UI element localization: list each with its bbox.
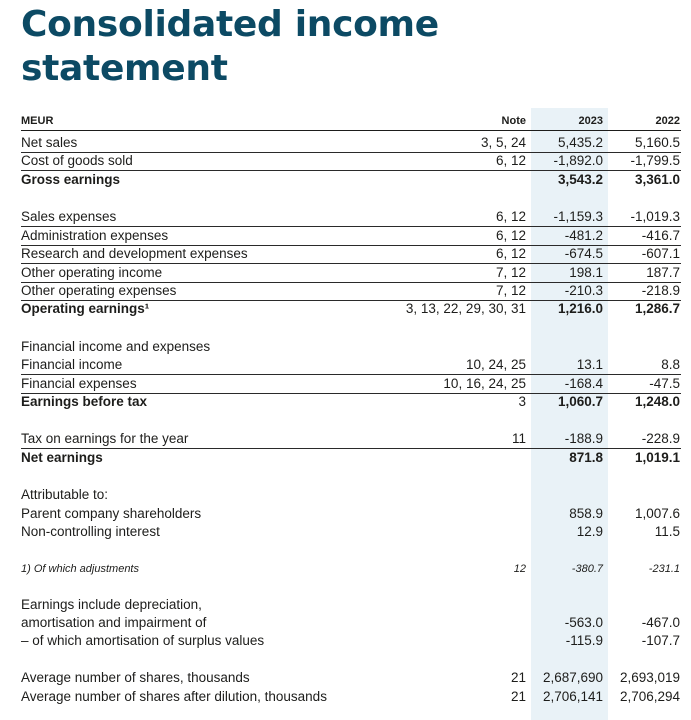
table-row	[21, 282, 681, 301]
row-note: 10, 16, 24, 25	[443, 376, 526, 391]
row-label: Average number of shares after dilution, thousands	[21, 689, 327, 704]
row-label: Research and development expenses	[21, 246, 248, 261]
row-note: 3	[518, 394, 526, 409]
table-row	[21, 375, 681, 394]
row-value-2023: -380.7	[571, 563, 603, 575]
table-row	[21, 208, 681, 227]
title-line-1: Consolidated income	[21, 4, 439, 45]
row-value-2023: 871.8	[569, 450, 603, 465]
row-value-2023: -115.9	[565, 633, 603, 648]
row-label: Net earnings	[21, 450, 103, 465]
table-header	[21, 112, 681, 131]
row-note: 10, 24, 25	[465, 357, 526, 372]
row-label: Financial income	[21, 357, 123, 372]
row-note: 12	[513, 563, 526, 575]
row-value-2022: -231.1	[648, 563, 680, 575]
year-2022-header: 2022	[655, 115, 680, 127]
row-value-2023: -210.3	[564, 283, 603, 298]
row-note: 21	[510, 670, 526, 685]
title-line-2: statement	[21, 48, 228, 89]
row-value-2023: 5,435.2	[557, 135, 603, 150]
table-row	[21, 596, 681, 614]
table-row	[21, 227, 681, 246]
row-value-2022: -228.9	[641, 431, 680, 446]
row-note: 6, 12	[495, 246, 526, 261]
section-heading	[21, 338, 681, 356]
row-note: 6, 12	[495, 153, 526, 168]
table-row	[21, 632, 681, 650]
row-note: 11	[511, 431, 526, 446]
table-row	[21, 505, 681, 523]
row-value-2023: 858.9	[569, 506, 603, 521]
table-row	[21, 430, 681, 449]
row-value-2022: -107.7	[641, 633, 680, 648]
row-note: 3, 5, 24	[480, 135, 526, 150]
table-row	[21, 449, 681, 467]
row-value-2023: -563.0	[564, 615, 603, 630]
table-row	[21, 152, 681, 171]
row-label: Other operating income	[21, 265, 163, 280]
row-value-2022: -47.5	[649, 376, 680, 391]
row-value-2023: -1,892.0	[553, 153, 603, 168]
row-label: Financial income and expenses	[21, 339, 211, 354]
row-value-2022: 5,160.5	[634, 135, 680, 150]
row-value-2023: 198.1	[569, 265, 603, 280]
row-note: 7, 12	[495, 283, 526, 298]
row-value-2022: -467.0	[641, 615, 680, 630]
row-value-2022: -1,799.5	[630, 153, 680, 168]
table-row	[21, 523, 681, 541]
row-value-2022: 3,361.0	[634, 172, 680, 187]
row-label: – of which amortisation of surplus values	[21, 633, 265, 648]
row-value-2023: -168.4	[564, 376, 603, 391]
row-value-2022: 11.5	[654, 524, 680, 539]
row-note: 7, 12	[495, 265, 526, 280]
row-label: Net sales	[21, 135, 78, 150]
row-value-2022: 2,706,294	[619, 689, 680, 704]
row-note: 6, 12	[495, 209, 526, 224]
table-row	[21, 264, 681, 283]
row-value-2022: 8.8	[661, 357, 680, 372]
row-value-2022: 1,286.7	[634, 301, 680, 316]
row-value-2022: 187.7	[646, 265, 680, 280]
row-value-2023: 12.9	[576, 524, 603, 539]
row-value-2023: -674.5	[564, 246, 603, 261]
table-row	[21, 669, 681, 687]
footnote-row	[21, 560, 681, 578]
row-value-2023: -1,159.3	[553, 209, 603, 224]
row-value-2022: 1,007.6	[634, 506, 680, 521]
row-value-2022: -607.1	[641, 246, 680, 261]
row-value-2022: 1,019.1	[634, 450, 680, 465]
row-note: 21	[510, 689, 526, 704]
year-2023-header: 2023	[578, 115, 603, 127]
row-value-2023: 13.1	[576, 357, 603, 372]
row-value-2023: 1,060.7	[557, 394, 603, 409]
row-label: Earnings include depreciation,	[21, 597, 202, 612]
row-value-2023: -188.9	[564, 431, 603, 446]
row-value-2023: 3,543.2	[557, 172, 603, 187]
row-label: Operating earnings¹	[21, 301, 150, 316]
row-value-2022: 2,693,019	[619, 670, 680, 685]
table-row	[21, 300, 681, 318]
note-header: Note	[501, 115, 526, 127]
table-row	[21, 171, 681, 189]
row-label: Administration expenses	[21, 228, 169, 243]
row-label: Earnings before tax	[21, 394, 148, 409]
row-label: Non-controlling interest	[21, 524, 160, 539]
row-label: Other operating expenses	[21, 283, 177, 298]
row-note: 6, 12	[495, 228, 526, 243]
row-value-2023: 2,706,141	[542, 689, 603, 704]
row-value-2022: 1,248.0	[634, 394, 680, 409]
table-row	[21, 245, 681, 264]
section-heading	[21, 486, 681, 504]
table-row	[21, 393, 681, 411]
row-label: Attributable to:	[21, 487, 109, 502]
row-label: Parent company shareholders	[21, 506, 202, 521]
row-label: Tax on earnings for the year	[21, 431, 189, 446]
row-value-2022: -1,019.3	[630, 209, 680, 224]
row-label: Cost of goods sold	[21, 153, 133, 168]
table-row	[21, 134, 681, 153]
row-label: Sales expenses	[21, 209, 117, 224]
unit-header: MEUR	[21, 115, 54, 127]
table-row	[21, 688, 681, 706]
row-label: Gross earnings	[21, 172, 121, 187]
row-label: Financial expenses	[21, 376, 137, 391]
row-label: amortisation and impairment of	[21, 615, 207, 630]
table-row	[21, 614, 681, 632]
row-value-2023: -481.2	[564, 228, 603, 243]
row-value-2023: 1,216.0	[557, 301, 603, 316]
row-value-2022: -218.9	[641, 283, 680, 298]
row-value-2022: -416.7	[641, 228, 680, 243]
table-row	[21, 356, 681, 375]
row-label: Average number of shares, thousands	[21, 670, 250, 685]
page-title	[21, 3, 439, 91]
row-note: 3, 13, 22, 29, 30, 31	[405, 301, 526, 316]
row-value-2023: 2,687,690	[542, 670, 603, 685]
row-label: 1) Of which adjustments	[21, 563, 139, 575]
